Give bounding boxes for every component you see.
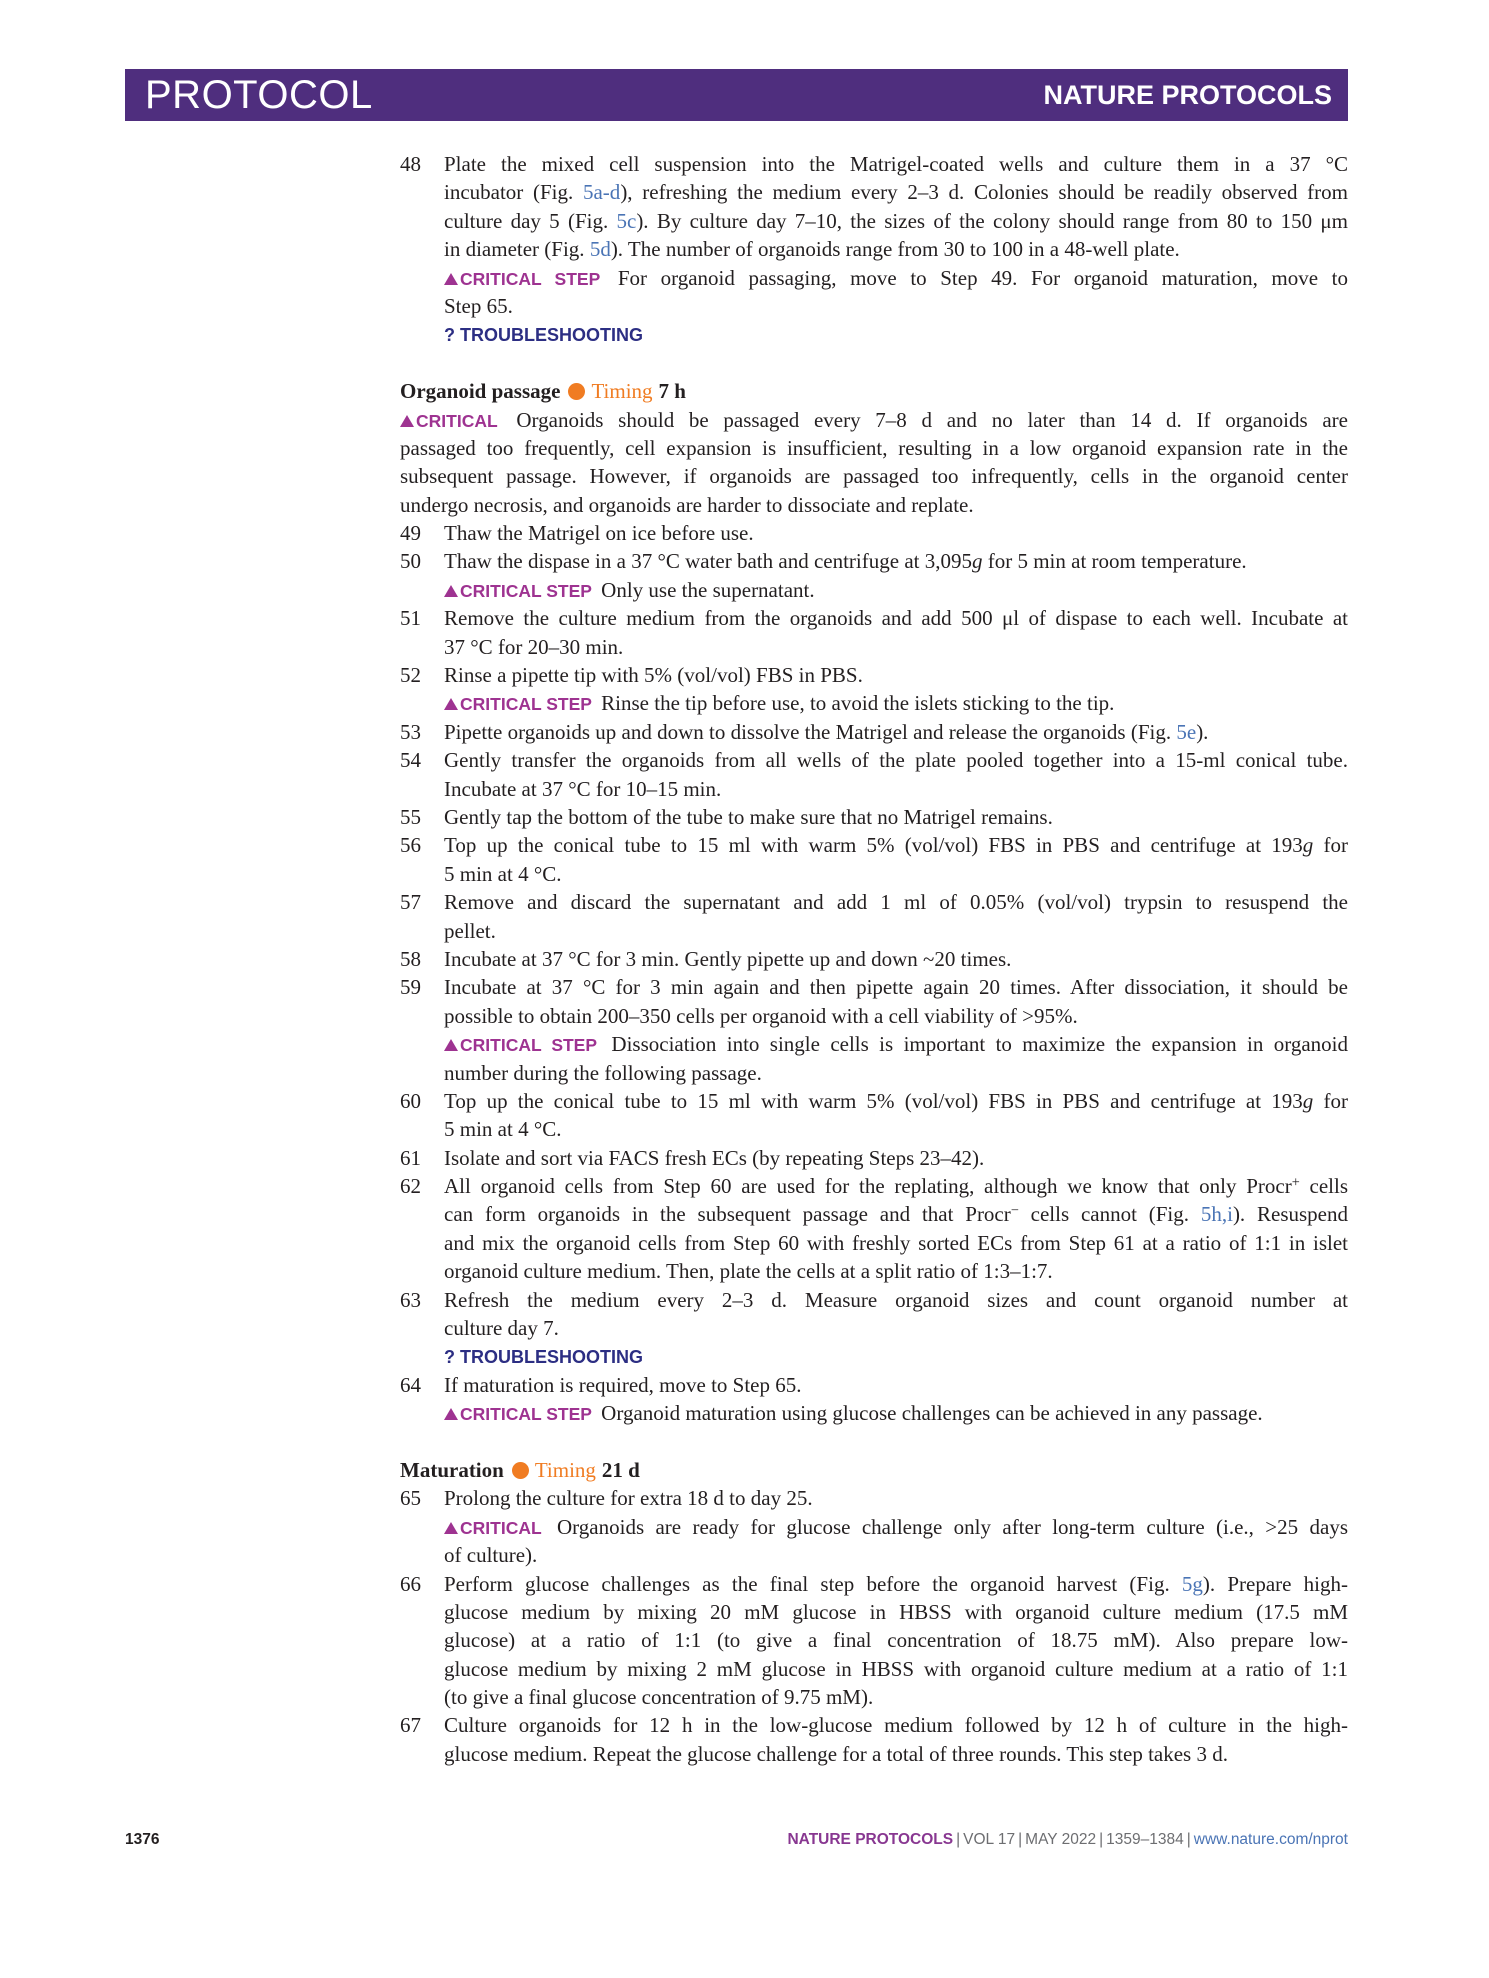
footer-date: MAY 2022 [1025, 1831, 1097, 1848]
text-line [444, 1200, 1348, 1228]
text-line [444, 860, 1348, 888]
text-run: ). [1196, 719, 1209, 744]
text-line [444, 1598, 1348, 1626]
step-54 [400, 746, 1348, 803]
step-text [444, 973, 1348, 1030]
text-run: Step 65. [444, 293, 513, 318]
text-line [444, 264, 1348, 292]
footer-pages: 1359–1384 [1106, 1831, 1184, 1848]
text-line [444, 831, 1348, 859]
text-run: Incubate at 37 °C for 10–15 min. [444, 776, 722, 801]
critical-label-text: CRITICAL [416, 410, 498, 431]
step-text [444, 888, 1348, 945]
step-number: 49 [400, 521, 421, 546]
step-number: 50 [400, 549, 421, 574]
step-number: 54 [400, 748, 421, 773]
text-run: (to give a final glucose concentration of 9.75 mM). [444, 1685, 874, 1710]
text-run: If maturation is required, move to Step 65. [444, 1372, 802, 1397]
critical-label-text: CRITICAL STEP [460, 694, 592, 715]
step-number: 65 [400, 1486, 421, 1511]
step-63 [400, 1286, 1348, 1371]
text-line [444, 1030, 1348, 1058]
warning-triangle-icon [444, 1522, 458, 1534]
figure-link[interactable]: 5e [1176, 719, 1197, 744]
text-line [400, 434, 1348, 462]
text-run: passaged too frequently, cell expansion is insufficient, resulting in a low organoid expansion rate in the [400, 435, 1348, 460]
text-line [444, 718, 1348, 746]
step-text [444, 831, 1348, 888]
step-64 [400, 1371, 1348, 1428]
timing-dot-icon [512, 1462, 529, 1479]
critical-label [400, 411, 498, 431]
critical-label-text: CRITICAL STEP [460, 1035, 598, 1056]
step-52 [400, 661, 1348, 718]
text-run: undergo necrosis, and organoids are harder to dissociate and replate. [400, 492, 974, 517]
critical-block [400, 406, 1348, 520]
step-number: 64 [400, 1372, 421, 1397]
text-run: Incubate at 37 °C for 3 min again and then pipette again 20 times. After dissociation, it should be [444, 975, 1348, 1000]
step-67 [400, 1711, 1348, 1768]
text-run: Rinse the tip before use, to avoid the islets sticking to the tip. [595, 691, 1115, 716]
text-line [444, 945, 1348, 973]
step-61 [400, 1144, 1348, 1172]
step-text [444, 803, 1348, 831]
text-line [400, 491, 1348, 519]
step-number: 67 [400, 1713, 421, 1738]
section-heading-organoid-passage [400, 377, 1348, 405]
text-line [444, 207, 1348, 235]
text-run: Prolong the culture for extra 18 d to day 25. [444, 1486, 813, 1511]
text-run: possible to obtain 200–350 cells per organoid with a cell viability of >95%. [444, 1003, 1078, 1028]
timing-label: Timing [534, 1457, 596, 1482]
step-number: 60 [400, 1088, 421, 1113]
text-line [444, 1740, 1348, 1768]
text-line [444, 1314, 1348, 1342]
step-number: 52 [400, 663, 421, 688]
step-body [444, 1711, 1348, 1768]
text-run: can form organoids in the subsequent passage and that Procr [444, 1202, 1011, 1227]
section-label: PROTOCOL [145, 73, 373, 117]
text-run: cells cannot (Fig. [1018, 1202, 1201, 1227]
critical-label [444, 581, 592, 601]
text-line [444, 1399, 1348, 1427]
step-48 [400, 150, 1348, 349]
text-line [444, 803, 1348, 831]
text-run: Organoids are ready for glucose challenge only after long-term culture (i.e., >25 days [545, 1514, 1348, 1539]
text-run: For organoid passaging, move to Step 49. For organoid maturation, move to [604, 265, 1348, 290]
step-55 [400, 803, 1348, 831]
step-body [444, 1570, 1348, 1712]
text-run: Dissociation into single cells is important to maximize the expansion in organoid [601, 1032, 1348, 1057]
step-body [444, 519, 1348, 547]
section-heading-maturation [400, 1456, 1348, 1484]
text-line [444, 292, 1348, 320]
step-body [444, 604, 1348, 661]
text-run: pellet. [444, 918, 496, 943]
text-line [400, 462, 1348, 490]
superscript: + [1291, 1174, 1300, 1191]
critical-note [444, 1399, 1348, 1427]
text-line [444, 746, 1348, 774]
step-58 [400, 945, 1348, 973]
step-body [444, 1484, 1348, 1569]
step-text [444, 746, 1348, 803]
text-run: Incubate at 37 °C for 3 min. Gently pipette up and down ~20 times. [444, 946, 1012, 971]
protocol-body [400, 150, 1348, 1768]
text-run: Gently tap the bottom of the tube to make sure that no Matrigel remains. [444, 804, 1053, 829]
step-text [444, 604, 1348, 661]
step-body [444, 945, 1348, 973]
step-number: 55 [400, 804, 421, 829]
timing-value: 21 d [601, 1457, 640, 1482]
step-body [444, 803, 1348, 831]
step-number: 58 [400, 946, 421, 971]
text-run: ). Resuspend [1232, 1202, 1348, 1227]
text-line [444, 1087, 1348, 1115]
text-run: Organoid maturation using glucose challenges can be achieved in any passage. [595, 1401, 1263, 1426]
text-line [444, 235, 1348, 263]
warning-triangle-icon [444, 1408, 458, 1420]
step-60 [400, 1087, 1348, 1144]
step-66 [400, 1570, 1348, 1712]
critical-note [444, 1513, 1348, 1570]
text-line [400, 406, 1348, 434]
timing-label: Timing [591, 379, 653, 404]
page-number: 1376 [125, 1831, 160, 1848]
step-text [444, 150, 1348, 264]
figure-link[interactable]: 5d [589, 237, 611, 262]
text-run: ), refreshing the medium every 2–3 d. Colonies should be readily observed from [620, 180, 1348, 205]
text-line [444, 519, 1348, 547]
critical-label-text: CRITICAL STEP [460, 580, 592, 601]
critical-note [444, 1030, 1348, 1087]
step-number: 51 [400, 606, 421, 631]
italic-unit: g [1302, 833, 1314, 858]
text-line [444, 1711, 1348, 1739]
step-body [444, 1172, 1348, 1286]
step-number: 63 [400, 1287, 421, 1312]
text-line [444, 320, 1348, 348]
text-run: Pipette organoids up and down to dissolve the Matrigel and release the organoids (Fig. [444, 719, 1177, 744]
troubleshooting-label: ? TROUBLESHOOTING [444, 1347, 643, 1368]
text-line [444, 1541, 1348, 1569]
critical-note [444, 576, 1348, 604]
text-run: subsequent passage. However, if organoids are passaged too infrequently, cells in the organoid center [400, 464, 1348, 489]
text-line [444, 973, 1348, 1001]
step-body [444, 1286, 1348, 1371]
text-run: Only use the supernatant. [595, 577, 815, 602]
step-body [444, 661, 1348, 718]
step-text [444, 1144, 1348, 1172]
step-body [444, 1371, 1348, 1428]
step-number: 57 [400, 890, 421, 915]
critical-label-text: CRITICAL STEP [460, 1404, 592, 1425]
text-run: Culture organoids for 12 h in the low-glucose medium followed by 12 h of culture in the high- [444, 1713, 1348, 1738]
step-text [444, 1286, 1348, 1343]
text-run: glucose medium by mixing 2 mM glucose in HBSS with organoid culture medium at a ratio of 1:1 [444, 1656, 1348, 1681]
step-body [444, 150, 1348, 349]
critical-label [444, 1035, 597, 1055]
text-run: cells [1299, 1174, 1349, 1199]
critical-note [444, 264, 1348, 321]
section-title: Maturation [400, 1457, 504, 1482]
warning-triangle-icon [400, 415, 414, 427]
text-line [444, 1513, 1348, 1541]
text-run: for [1313, 1088, 1348, 1113]
footer-separator: | [1099, 1831, 1104, 1848]
step-body [444, 746, 1348, 803]
warning-triangle-icon [444, 273, 458, 285]
text-line [444, 689, 1348, 717]
text-line [444, 178, 1348, 206]
figure-link[interactable]: 5g [1181, 1571, 1203, 1596]
step-number: 61 [400, 1145, 421, 1170]
critical-label-text: CRITICAL STEP [460, 268, 601, 289]
troubleshooting-note [444, 1342, 1348, 1370]
text-line [444, 1172, 1348, 1200]
critical-label [444, 1518, 542, 1538]
warning-triangle-icon [444, 698, 458, 710]
text-run: glucose) at a ratio of 1:1 (to give a final concentration of 18.75 mM). Also prepare low- [444, 1628, 1348, 1653]
text-run: Thaw the dispase in a 37 °C water bath and centrifuge at 3,095 [444, 549, 972, 574]
step-56 [400, 831, 1348, 888]
figure-link[interactable]: 5a-d [582, 180, 621, 205]
step-number: 59 [400, 975, 421, 1000]
step-text [444, 1371, 1348, 1399]
troubleshooting-note [444, 320, 1348, 348]
step-62 [400, 1172, 1348, 1286]
critical-label [444, 694, 592, 714]
step-body [444, 547, 1348, 604]
text-run: 5 min at 4 °C. [444, 1117, 562, 1142]
step-number: 66 [400, 1571, 421, 1596]
step-body [444, 718, 1348, 746]
text-run: ). Prepare high- [1202, 1571, 1349, 1596]
step-text [444, 661, 1348, 689]
text-run: Remove and discard the supernatant and add 1 ml of 0.05% (vol/vol) trypsin to resuspend the [444, 890, 1348, 915]
text-line [444, 888, 1348, 916]
text-line [444, 661, 1348, 689]
text-run: Plate the mixed cell suspension into the Matrigel-coated wells and culture them in a 37 °C [444, 152, 1348, 176]
text-line [444, 604, 1348, 632]
text-line [444, 1144, 1348, 1172]
text-run: culture day 7. [444, 1316, 559, 1341]
text-run: Perform glucose challenges as the final step before the organoid harvest (Fig. [444, 1571, 1182, 1596]
text-line [444, 547, 1348, 575]
text-run: organoid culture medium. Then, plate the cells at a split ratio of 1:3–1:7. [444, 1259, 1053, 1284]
timing-value: 7 h [658, 379, 686, 404]
text-run: 5 min at 4 °C. [444, 861, 562, 886]
text-run: incubator (Fig. [444, 180, 583, 205]
section-title: Organoid passage [400, 379, 561, 404]
text-run: Remove the culture medium from the organoids and add 500 μl of dispase to each well. Incubate at [444, 606, 1348, 631]
step-text [444, 1087, 1348, 1144]
text-run: Isolate and sort via FACS fresh ECs (by repeating Steps 23–42). [444, 1145, 985, 1170]
text-run: and mix the organoid cells from Step 60 with freshly sorted ECs from Step 61 at a ratio of 1:1 in islet [444, 1230, 1348, 1255]
step-text [444, 1484, 1348, 1512]
step-text [444, 547, 1348, 575]
text-line [444, 1371, 1348, 1399]
text-run: for [1313, 833, 1348, 858]
warning-triangle-icon [444, 585, 458, 597]
text-run: Rinse a pipette tip with 5% (vol/vol) FBS in PBS. [444, 663, 863, 688]
text-line [444, 1115, 1348, 1143]
step-body [444, 973, 1348, 1087]
step-body [444, 888, 1348, 945]
step-text [444, 519, 1348, 547]
step-59 [400, 973, 1348, 1087]
text-run: ). By culture day 7–10, the sizes of the colony should range from 80 to 150 μm [636, 208, 1348, 233]
text-run: glucose medium by mixing 20 mM glucose in HBSS with organoid culture medium (17.5 mM [444, 1599, 1348, 1624]
text-line [444, 633, 1348, 661]
text-line [444, 917, 1348, 945]
text-run: Refresh the medium every 2–3 d. Measure organoid sizes and count organoid number at [444, 1287, 1348, 1312]
text-run: glucose medium. Repeat the glucose challenge for a total of three rounds. This step takes 3 d. [444, 1741, 1228, 1766]
footer-separator: | [1018, 1831, 1023, 1848]
text-run: Top up the conical tube to 15 ml with warm 5% (vol/vol) FBS in PBS and centrifuge at 193 [444, 833, 1303, 858]
text-line [444, 150, 1348, 178]
text-line [444, 775, 1348, 803]
text-run: Thaw the Matrigel on ice before use. [444, 521, 754, 546]
step-text [444, 718, 1348, 746]
step-text [444, 1570, 1348, 1712]
critical-note [444, 689, 1348, 717]
critical-label [444, 1404, 592, 1424]
step-65 [400, 1484, 1348, 1569]
italic-unit: g [971, 549, 983, 574]
step-number: 62 [400, 1174, 421, 1199]
figure-link[interactable]: 5h,i [1200, 1202, 1233, 1227]
text-run: number during the following passage. [444, 1060, 762, 1085]
journal-name: NATURE PROTOCOLS [1043, 80, 1332, 110]
italic-unit: g [1302, 1088, 1314, 1113]
figure-link[interactable]: 5c [616, 208, 637, 233]
step-text [444, 1711, 1348, 1768]
footer-volume: VOL 17 [963, 1831, 1016, 1848]
text-run: for 5 min at room temperature. [982, 549, 1247, 574]
text-line [444, 1484, 1348, 1512]
warning-triangle-icon [444, 1039, 458, 1051]
text-line [444, 1655, 1348, 1683]
critical-note [400, 406, 1348, 520]
text-line [444, 1342, 1348, 1370]
critical-label [444, 269, 600, 289]
step-51 [400, 604, 1348, 661]
text-run: culture day 5 (Fig. [444, 208, 617, 233]
text-line [444, 1286, 1348, 1314]
text-run: 37 °C for 20–30 min. [444, 634, 624, 659]
text-line [444, 1683, 1348, 1711]
footer-journal: NATURE PROTOCOLS [787, 1831, 954, 1848]
step-57 [400, 888, 1348, 945]
step-text [444, 1172, 1348, 1286]
step-number: 56 [400, 833, 421, 858]
troubleshooting-label: ? TROUBLESHOOTING [444, 325, 643, 346]
text-run: in diameter (Fig. [444, 237, 590, 262]
superscript: − [1010, 1203, 1019, 1220]
text-line [444, 1059, 1348, 1087]
text-run: Organoids should be passaged every 7–8 d and no later than 14 d. If organoids are [501, 407, 1348, 432]
step-body [444, 1144, 1348, 1172]
step-body [444, 1087, 1348, 1144]
critical-label-text: CRITICAL [460, 1517, 542, 1538]
text-line [444, 1626, 1348, 1654]
step-number: 48 [400, 152, 421, 176]
text-line [444, 1002, 1348, 1030]
step-53 [400, 718, 1348, 746]
text-line [444, 1229, 1348, 1257]
footer-citation [787, 1828, 1348, 1852]
step-number: 53 [400, 719, 421, 744]
step-49 [400, 519, 1348, 547]
text-run: Gently transfer the organoids from all wells of the plate pooled together into a 15-ml conical tube. [444, 748, 1348, 773]
text-run: of culture). [444, 1543, 538, 1568]
step-50 [400, 547, 1348, 604]
step-text [444, 945, 1348, 973]
footer-separator: | [1186, 1831, 1191, 1848]
timing-dot-icon [568, 383, 585, 400]
header-bar [125, 69, 1348, 121]
text-line [444, 576, 1348, 604]
footer-separator: | [956, 1831, 961, 1848]
text-line [444, 1570, 1348, 1598]
text-run: All organoid cells from Step 60 are used for the replating, although we know that only Procr [444, 1174, 1292, 1199]
text-run: Top up the conical tube to 15 ml with warm 5% (vol/vol) FBS in PBS and centrifuge at 193 [444, 1088, 1303, 1113]
journal-url-link[interactable]: www.nature.com/nprot [1193, 1831, 1348, 1848]
step-body [444, 831, 1348, 888]
text-run: ). The number of organoids range from 30 to 100 in a 48-well plate. [610, 237, 1180, 262]
text-line [444, 1257, 1348, 1285]
